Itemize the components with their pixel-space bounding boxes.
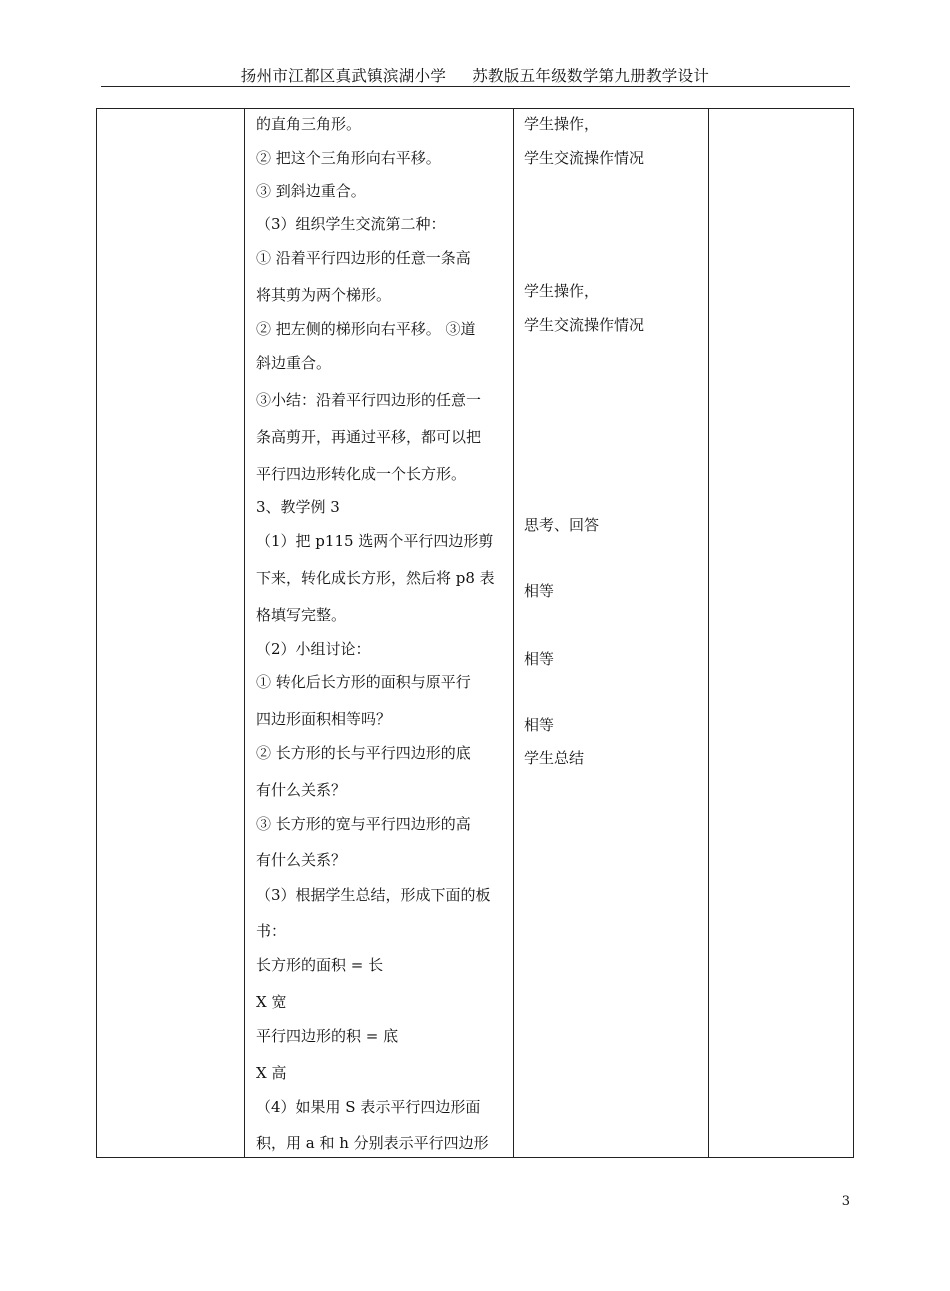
teacher-line: （3）根据学生总结，形成下面的板 [256,886,491,904]
teacher-line: 书： [256,922,287,940]
teacher-line: （2）小组讨论： [256,640,371,658]
teacher-line: 长方形的面积 = 长 [256,956,384,974]
header-course: 苏教版五年级数学第九册教学设计 [472,67,710,85]
teacher-line: 有什么关系？ [256,781,347,799]
teacher-line: ② 长方形的长与平行四边形的底 [256,744,471,762]
student-line: 思考、回答 [524,516,600,534]
teacher-line: 斜边重合。 [256,354,332,372]
student-line: 学生交流操作情况 [524,316,645,334]
student-line: 学生操作， [524,115,600,133]
teacher-line: X 宽 [256,993,287,1011]
student-line: 相等 [524,582,555,600]
teacher-line: 条高剪开，再通过平移，都可以把 [256,428,482,446]
student-line: 相等 [524,650,555,668]
teacher-line: ② 把这个三角形向右平移。 [256,149,441,167]
teacher-line: ① 转化后长方形的面积与原平行 [256,673,471,691]
teacher-line: 格填写完整。 [256,606,347,624]
teacher-line: ② 把左侧的梯形向右平移。 ③道 [256,320,476,338]
page-number: 3 [841,1194,850,1209]
student-line: 学生操作， [524,282,600,300]
column-student-activity [514,109,709,1158]
teacher-line: ③ 到斜边重合。 [256,182,366,200]
teacher-line: 3、教学例 3 [256,498,340,516]
column-blank-right [709,109,854,1158]
student-line: 相等 [524,716,555,734]
teacher-line: ③ 长方形的宽与平行四边形的高 [256,815,471,833]
student-line: 学生交流操作情况 [524,149,645,167]
teacher-line: 的直角三角形。 [256,115,362,133]
teacher-line: 将其剪为两个梯形。 [256,286,392,304]
teacher-line: X 高 [256,1064,287,1082]
teacher-line: 积，用 a 和 h 分别表示平行四边形 [256,1134,489,1152]
page-header [0,64,950,86]
teacher-line: （3）组织学生交流第二种： [256,215,446,233]
teacher-line: 平行四边形转化成一个长方形。 [256,465,467,483]
teacher-line: ③小结：沿着平行四边形的任意一 [256,391,482,409]
teacher-line: 平行四边形的积 = 底 [256,1027,399,1045]
teacher-line: ① 沿着平行四边形的任意一条高 [256,249,471,267]
teacher-line: （1）把 p115 选两个平行四边形剪 [256,532,494,550]
teacher-line: 下来，转化成长方形，然后将 p8 表 [256,569,495,587]
teacher-line: 有什么关系？ [256,851,347,869]
column-blank-left [97,109,245,1158]
student-line: 学生总结 [524,749,585,767]
teacher-line: （4）如果用 S 表示平行四边形面 [256,1098,481,1116]
lesson-table [96,108,854,1158]
teacher-line: 四边形面积相等吗？ [256,710,392,728]
header-rule [101,86,850,87]
header-school: 扬州市江都区真武镇滨湖小学 [240,67,447,85]
column-teacher-activity [245,109,514,1158]
